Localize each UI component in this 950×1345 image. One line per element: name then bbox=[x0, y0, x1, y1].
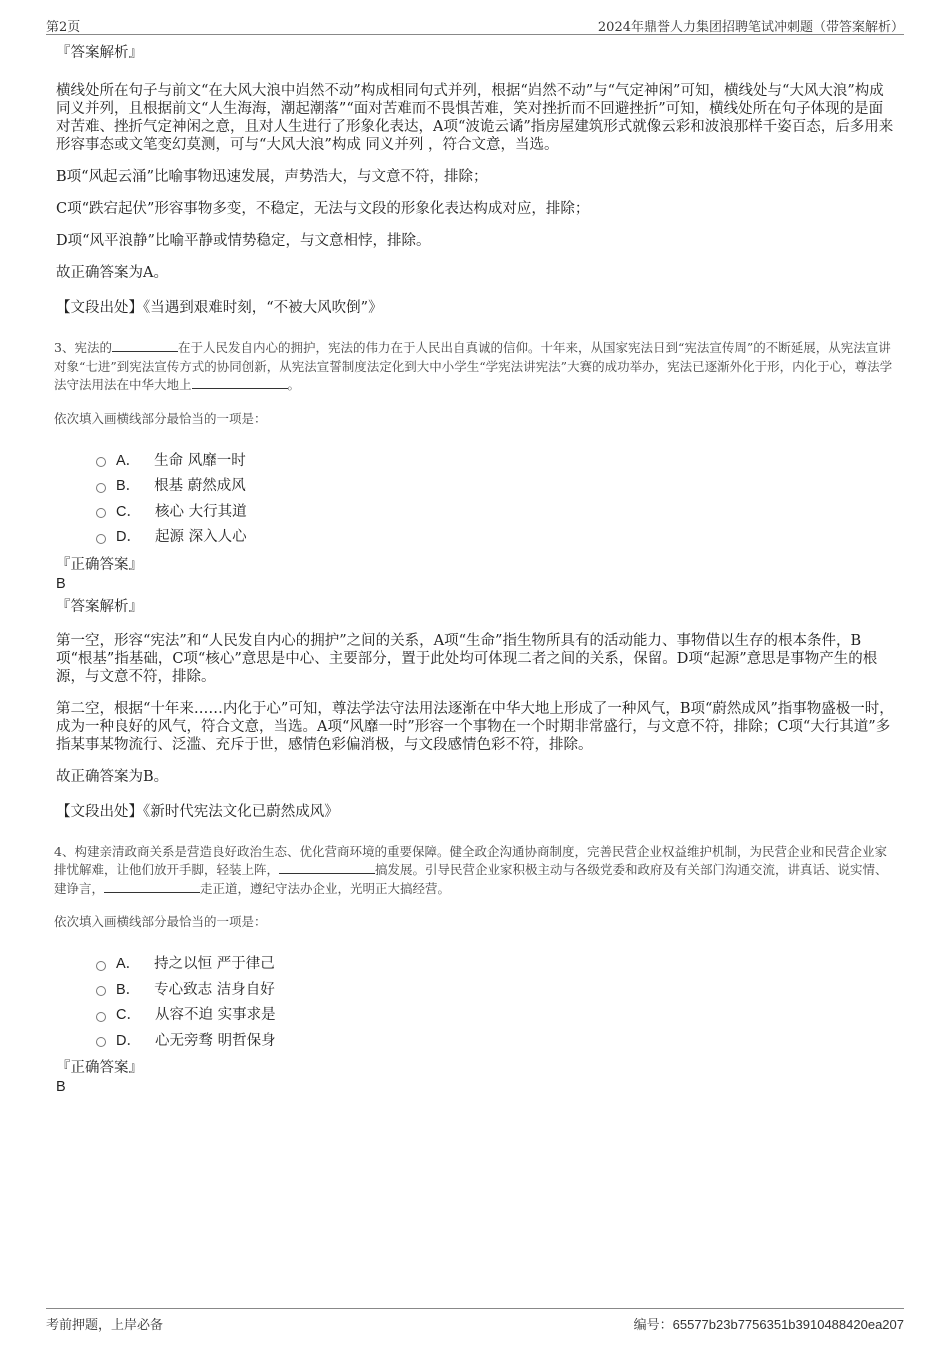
fill-blank-2 bbox=[192, 376, 288, 389]
radio-icon[interactable] bbox=[96, 508, 106, 518]
radio-icon[interactable] bbox=[96, 534, 106, 544]
q4-option-a[interactable] bbox=[96, 950, 894, 976]
analysis-label: 『答案解析』 bbox=[56, 598, 143, 615]
q4-option-c[interactable] bbox=[96, 1001, 894, 1027]
option-letter: C． bbox=[116, 503, 141, 520]
q2-analysis-para: C项“跌宕起伏”形容事物多变，不稳定，无法与文段的形象化表达构成对应，排除； bbox=[56, 201, 590, 217]
q4-stem bbox=[54, 843, 894, 899]
fill-blank-1 bbox=[279, 861, 375, 874]
option-letter: D． bbox=[116, 529, 141, 546]
q3-option-d[interactable] bbox=[96, 523, 894, 549]
q4-options bbox=[96, 950, 894, 1052]
option-text: 从容不迫 实事求是 bbox=[154, 1007, 276, 1024]
option-text: 核心 大行其道 bbox=[154, 503, 247, 520]
document-code: 编号：65577b23b7756351b3910488420ea207 bbox=[633, 1317, 904, 1332]
page-number: 第2页 bbox=[46, 20, 81, 35]
radio-icon[interactable] bbox=[96, 1012, 106, 1022]
q4-stem-part: 4、构建亲清政商关系是营造良好政治生态、优化营商环境的重要保障。健全政企沟通协商制度，完善民营企业权益维护机制，为民营企业和民营企业家排忧解难，让他们放开手脚，轻装上阵， bbox=[54, 843, 887, 877]
q3-option-c[interactable] bbox=[96, 498, 894, 524]
analysis-label: 『答案解析』 bbox=[56, 45, 143, 61]
q3-option-a[interactable] bbox=[96, 447, 894, 473]
page-content bbox=[56, 44, 894, 1101]
fill-blank-2 bbox=[104, 880, 200, 893]
fill-blank-1 bbox=[112, 339, 178, 352]
q3-stem-part: 。 bbox=[287, 377, 301, 392]
option-text: 根基 蔚然成风 bbox=[154, 478, 246, 495]
option-text: 生命 风靡一时 bbox=[154, 452, 246, 469]
q4-option-b[interactable] bbox=[96, 976, 894, 1002]
option-text: 心无旁骛 明哲保身 bbox=[154, 1032, 276, 1049]
option-text: 起源 深入人心 bbox=[154, 529, 247, 546]
option-letter: C． bbox=[116, 1007, 141, 1024]
radio-icon[interactable] bbox=[96, 1037, 106, 1047]
q2-source: 【文段出处】《当遇到艰难时刻，“不被大风吹倒”》 bbox=[56, 300, 383, 316]
q4-stem-part: 搞发展。引导民营企业家积极主动与各级党委和政府及有关部门沟通交流，讲真话、说实情、建诤言， bbox=[54, 862, 888, 896]
q4-correct-answer: B bbox=[56, 1079, 66, 1095]
q3-option-b[interactable] bbox=[96, 472, 894, 498]
q4-option-d[interactable] bbox=[96, 1027, 894, 1053]
q3-stem-part: 在于人民发自内心的拥护，宪法的伟力在于人民出自真诚的信仰。十年来，从国家宪法日到“宪法宣传周”的不断延展，从宪法宣讲对象“七进”到宪法宣传方式的协同创新，从宪法宣誓制度法定化到大中小学生“学宪法讲宪法”大赛的成功举办，宪法已逐渐外化于形，内化于心，尊法学法守法用法在中华大地上 bbox=[54, 340, 893, 392]
q3-correct-answer: B bbox=[56, 575, 66, 592]
option-letter: B． bbox=[116, 478, 141, 495]
option-text: 专心致志 洁身自好 bbox=[154, 981, 275, 998]
q2-analysis-para: B项“风起云涌”比喻事物迅速发展，声势浩大，与文意不符，排除； bbox=[56, 169, 488, 185]
option-letter: A． bbox=[116, 452, 141, 469]
radio-icon[interactable] bbox=[96, 986, 106, 996]
q3-analysis-para: 第二空，根据“十年来……内化于心”可知，尊法学法守法用法逐渐在中华大地上形成了一种风气，B项“蔚然成风”指事物盛极一时，成为一种良好的风气，符合文意，当选。A项“风靡一时”形容一个事物在一个时期非常盛行，与文意不符，排除；C项“大行其道”多指某事某物流行、泛滥、充斥于世，感情色彩偏消极，与文段感情色彩不符，排除。 bbox=[56, 700, 894, 753]
q4-prompt: 依次填入画横线部分最恰当的一项是： bbox=[54, 914, 267, 929]
option-letter: D． bbox=[116, 1032, 141, 1049]
q2-conclusion: 故正确答案为A。 bbox=[56, 265, 168, 281]
option-text: 持之以恒 严于律己 bbox=[154, 956, 275, 973]
q3-options bbox=[96, 447, 894, 549]
correct-answer-label: 『正确答案』 bbox=[56, 1060, 143, 1076]
page-header bbox=[46, 14, 904, 35]
correct-answer-label: 『正确答案』 bbox=[56, 556, 143, 573]
q4-stem-part: 走正道，遵纪守法办企业，光明正大搞经营。 bbox=[200, 880, 451, 896]
q2-analysis-para: 横线处所在句子与前文“在大风大浪中岿然不动”构成相同句式并列，根据“岿然不动”与“气定神闲”可知，横线处与“大风大浪”构成同义并列，且根据前文“人生海海，潮起潮落”“面对苦难而不畏惧苦难，笑对挫折而不回避挫折”可知，横线处所在句子体现的是面对苦难、挫折气定神闲之意，且对人生进行了形象化表达，A项“波诡云谲”指房屋建筑形式就像云彩和波浪那样千姿百态，后多用来形容事态或文笔变幻莫测，可与“大风大浪”构成 同义并列 ，符合文意，当选。 bbox=[56, 83, 894, 153]
footer-slogan: 考前押题，上岸必备 bbox=[46, 1318, 164, 1333]
q2-analysis-para: D项“风平浪静”比喻平静或情势稳定，与文意相悖，排除。 bbox=[56, 233, 431, 249]
radio-icon[interactable] bbox=[96, 961, 106, 971]
q3-stem-part: 3、宪法的 bbox=[54, 340, 112, 355]
q3-prompt: 依次填入画横线部分最恰当的一项是： bbox=[54, 410, 267, 426]
radio-icon[interactable] bbox=[96, 483, 106, 493]
q3-stem bbox=[54, 339, 894, 395]
radio-icon[interactable] bbox=[96, 457, 106, 467]
q3-conclusion: 故正确答案为B。 bbox=[56, 768, 169, 785]
q3-source: 【文段出处】《新时代宪法文化已蔚然成风》 bbox=[56, 803, 339, 820]
option-letter: B． bbox=[116, 981, 141, 998]
q3-analysis-para: 第一空，形容“宪法”和“人民发自内心的拥护”之间的关系，A项“生命”指生物所具有的活动能力、事物借以生存的根本条件，B项“根基”指基础，C项“核心”意思是中心、主要部分，置于此处均可体现二者之间的关系，保留。D项“起源”意思是事物产生的根源，与文意不符，排除。 bbox=[56, 632, 878, 685]
document-title: 2024年鼎誉人力集团招聘笔试冲刺题（带答案解析） bbox=[597, 20, 904, 35]
page-footer bbox=[46, 1308, 904, 1333]
option-letter: A． bbox=[116, 956, 141, 973]
